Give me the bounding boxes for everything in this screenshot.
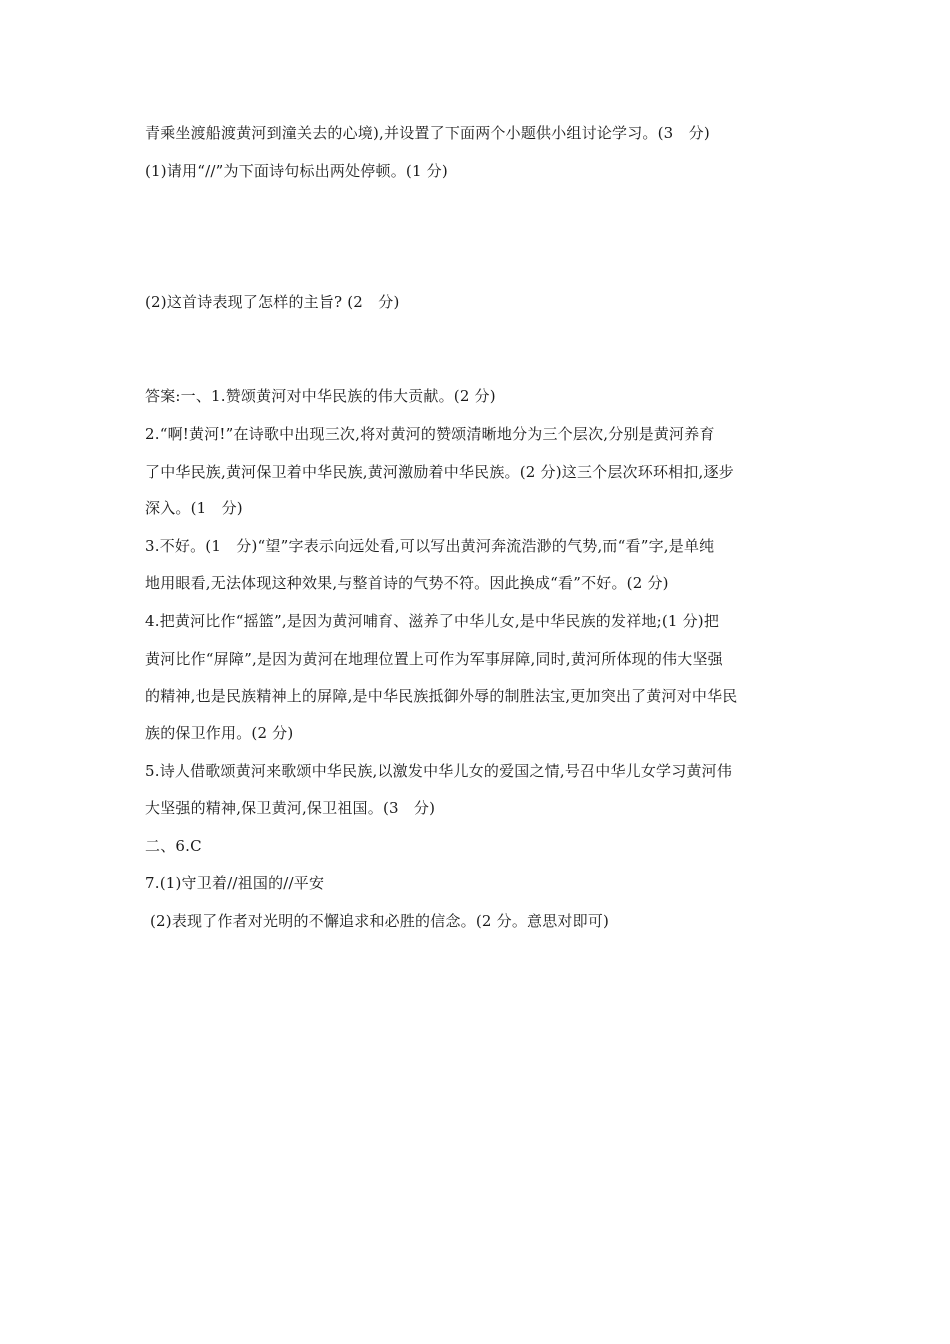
question-intro-line: 青乘坐渡船渡黄河到潼关去的心境),并设置了下面两个小题供小组讨论学习。(3 分) bbox=[145, 124, 710, 142]
question-part-1: (1)请用“//”为下面诗句标出两处停顿。(1 分) bbox=[145, 162, 448, 180]
answer-1: 答案:一、1.赞颂黄河对中华民族的伟大贡献。(2 分) bbox=[145, 387, 496, 405]
answer-4-line-4: 族的保卫作用。(2 分) bbox=[145, 724, 294, 742]
answer-5-line-1: 5.诗人借歌颂黄河来歌颂中华民族,以激发中华儿女的爱国之情,号召中华儿女学习黄河伟 bbox=[145, 762, 733, 780]
answer-4-line-1: 4.把黄河比作“摇篮”,是因为黄河哺育、滋养了中华儿女,是中华民族的发祥地;(1 分)把 bbox=[145, 612, 720, 630]
answer-7-part-1: 7.(1)守卫着//祖国的//平安 bbox=[145, 874, 325, 892]
question-part-2: (2)这首诗表现了怎样的主旨? (2 分) bbox=[145, 293, 400, 311]
answer-6: 二、6.C bbox=[145, 837, 202, 855]
answer-2-line-3: 深入。(1 分) bbox=[145, 499, 243, 517]
answer-3-line-2: 地用眼看,无法体现这种效果,与整首诗的气势不符。因此换成“看”不好。(2 分) bbox=[145, 574, 669, 592]
answer-3-line-1: 3.不好。(1 分)“望”字表示向远处看,可以写出黄河奔流浩渺的气势,而“看”字,是单纯 bbox=[145, 537, 715, 555]
answer-2-line-1: 2.“啊!黄河!”在诗歌中出现三次,将对黄河的赞颂清晰地分为三个层次,分别是黄河养育 bbox=[145, 425, 715, 443]
answer-7-part-2: (2)表现了作者对光明的不懈追求和必胜的信念。(2 分。意思对即可) bbox=[150, 912, 610, 930]
answer-4-line-3: 的精神,也是民族精神上的屏障,是中华民族抵御外辱的制胜法宝,更加突出了黄河对中华民 bbox=[145, 687, 738, 705]
answer-5-line-2: 大坚强的精神,保卫黄河,保卫祖国。(3 分) bbox=[145, 799, 436, 817]
answer-4-line-2: 黄河比作“屏障”,是因为黄河在地理位置上可作为军事屏障,同时,黄河所体现的伟大坚强 bbox=[145, 650, 723, 668]
answer-2-line-2: 了中华民族,黄河保卫着中华民族,黄河激励着中华民族。(2 分)这三个层次环环相扣,逐步 bbox=[145, 463, 734, 481]
